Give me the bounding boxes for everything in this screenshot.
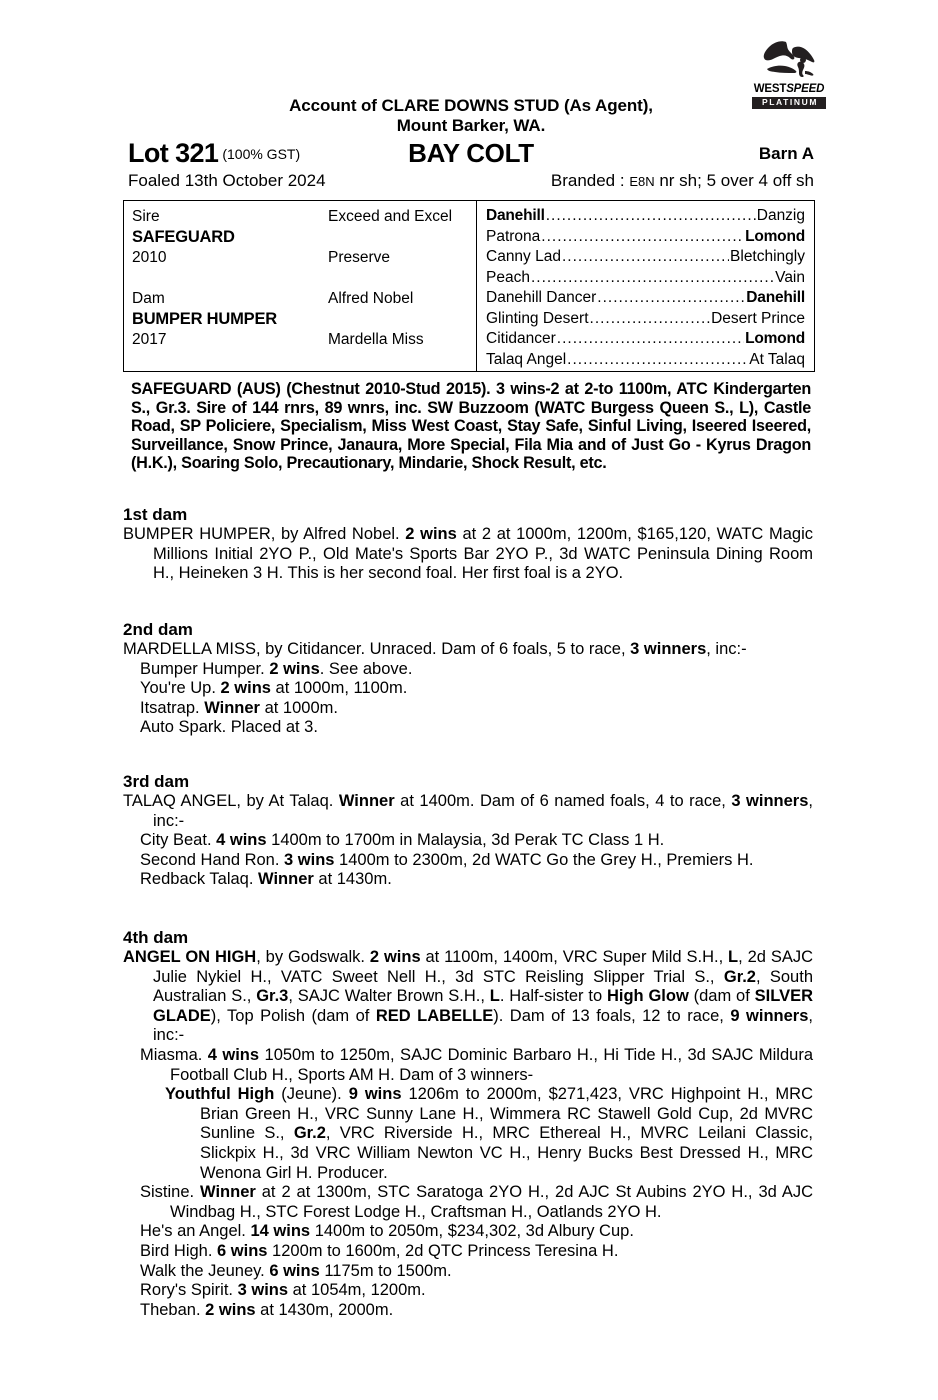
progeny-post: 1400m to 1700m in Malaysia, 3d Perak TC Class 1 H. <box>266 831 665 850</box>
first-dam-heading: 1st dam <box>123 505 188 524</box>
fourth-dam-seg-d: , South Australian S., <box>153 967 813 1006</box>
progeny-entry <box>123 679 813 699</box>
second-dam-progeny-list <box>123 660 813 738</box>
progeny-pre: You're Up. <box>140 679 221 698</box>
progeny-pre: Second Hand Ron. <box>140 850 285 869</box>
third-gen-value: Lomond <box>745 330 805 347</box>
progeny-pre: Theban. <box>140 1300 206 1319</box>
progeny-entry <box>123 1262 813 1282</box>
branded-label: Branded : <box>550 171 630 190</box>
progeny-mid: 1206m to 2000m, $271,423, VRC Highpoint H., MRC Brian Green H., VRC Sunny Lane H., Wimmera RC Stawell Gold Cup, 2d MVRC Sunline S., <box>200 1085 813 1143</box>
leader-dots <box>531 268 774 284</box>
sire-summary-paragraph: SAFEGUARD (AUS) (Chestnut 2010-Stud 2015). 3 wins-2 at 2-to 1100m, ATC Kindergarten S., Gr.3. Sire of 144 rnrs, 89 wnrs, inc. SW Buzzoom (WATC Burgess Queen S., L), Castle Road, SP Policiere, Specialism, Miss West Coast, Stay Safe, Sinful Living, Iseered Iseered, Surveillance, Snow Prince, Janaura, More Special, Fila Mia and of Just Go - Kyrus Dragon (H.K.), Soaring Solo, Precautionary, Mindarie, Shock Result, etc. <box>131 380 811 473</box>
fourth-dam-seg-h: ), Top Polish (dam of <box>210 1006 376 1025</box>
progeny-wins: Winner <box>258 870 314 889</box>
lot-number <box>128 138 300 169</box>
progeny-pre: City Beat. <box>140 831 217 850</box>
second-dam-heading: 2nd dam <box>123 620 193 639</box>
third-gen-value: At Talaq <box>749 350 805 368</box>
third-gen-name: Glinting Desert <box>486 309 589 327</box>
progeny-entry <box>123 831 813 851</box>
lot-title-row <box>128 138 814 170</box>
fourth-dam-seg-b: at 1100m, 1400m, VRC Super Mild S.H., <box>420 948 729 966</box>
dam-label: Dam <box>132 290 165 307</box>
third-dam-main-mid: at 1400m. Dam of 6 named foals, 4 to race, <box>394 792 732 810</box>
leader-dots <box>567 350 748 366</box>
lot-number-text: Lot 321 <box>128 138 219 168</box>
third-dam-winner: Winner <box>338 792 395 810</box>
progeny-post: 1400m to 2050m, $234,302, 3d Albury Cup. <box>310 1222 634 1241</box>
fourth-dam-seg-e: , SAJC Walter Brown S.H., <box>288 987 490 1006</box>
second-dam-winners: 3 winners <box>630 640 707 658</box>
progeny-wins: 4 wins <box>207 1045 260 1064</box>
progeny-pre: Bumper Humper. <box>140 659 270 678</box>
first-dam-main-post: at 2 at 1000m, 1200m, $165,120, WATC Magic Millions Initial 2YO P., Old Mate's Sports Bar 2YO P., 3d WATC Peninsula Dining Room H., Heineken 3 H. This is her second foal. Her first foal is a 2YO. <box>153 525 813 583</box>
fourth-dam-grade-3: Gr.3 <box>256 987 289 1006</box>
progeny-wins: Winner <box>200 1183 256 1202</box>
third-dam-main <box>123 792 813 831</box>
logo-word-speed: SPEED <box>786 83 825 95</box>
progeny-pre: He's an Angel. <box>140 1222 251 1241</box>
progeny-entry <box>123 660 813 680</box>
pedigree-third-gen-row <box>486 288 805 309</box>
third-dam-main-post: , inc:- <box>153 792 813 830</box>
dam-sire: Alfred Nobel <box>328 290 414 307</box>
fourth-dam-progeny-list <box>123 1046 813 1320</box>
dam-dam: Mardella Miss <box>328 331 424 348</box>
third-gen-value: Bletchingly <box>730 248 805 265</box>
progeny-wins: Winner <box>204 698 260 717</box>
first-dam-main-pre: BUMPER HUMPER, by Alfred Nobel. <box>123 525 406 543</box>
third-gen-value: Desert Prince <box>711 309 805 327</box>
progeny-pre: Itsatrap. <box>140 698 205 717</box>
progeny-entry <box>123 699 813 719</box>
progeny-pre: Miasma. <box>140 1045 208 1064</box>
sire-year: 2010 <box>132 249 167 266</box>
progeny-entry <box>123 851 813 871</box>
third-gen-name: Danehill <box>486 207 545 224</box>
sire-name: SAFEGUARD <box>132 228 235 246</box>
progeny-name-bold: Youthful High <box>165 1085 275 1104</box>
leader-dots <box>597 288 745 304</box>
brand-mark: E8N <box>629 174 655 189</box>
progeny-post: , VRC Riverside H., MRC Ethereal H., MVRC Leilani Classic, Slickpix H., 3d VRC William Newton VC H., Henry Bucks Best Dressed H., MRC Wenona Girl H. Producer. <box>200 1124 813 1182</box>
progeny-wins: 6 wins <box>269 1261 320 1280</box>
branded-info <box>551 170 814 193</box>
third-gen-value: Danehill <box>746 289 805 306</box>
logo-wordmark <box>752 83 826 95</box>
progeny-entry <box>123 718 813 738</box>
third-dam-winners: 3 winners <box>731 792 809 810</box>
horse-jockey-icon <box>756 38 822 82</box>
progeny-entry <box>123 1046 813 1085</box>
second-dam-main-pre: MARDELLA MISS, by Citidancer. Unraced. Dam of 6 foals, 5 to race, <box>123 640 631 658</box>
leader-dots <box>590 309 711 325</box>
leader-dots <box>557 329 744 345</box>
second-dam-block <box>123 640 813 738</box>
pedigree-third-generation <box>477 201 814 371</box>
pedigree-third-gen-row <box>486 309 805 330</box>
progeny-entry <box>123 1301 813 1321</box>
pedigree-third-gen-row <box>486 350 805 371</box>
progeny-entry <box>123 870 813 890</box>
third-gen-name: Citidancer <box>486 330 556 347</box>
third-gen-value: Vain <box>775 268 805 286</box>
progeny-wins: 4 wins <box>216 831 267 850</box>
account-line-2: Mount Barker, WA. <box>396 116 546 135</box>
pedigree-left-columns <box>124 201 477 371</box>
pedigree-third-gen-row <box>486 206 805 227</box>
progeny-wins: 3 wins <box>237 1281 289 1300</box>
third-dam-progeny-list <box>123 831 813 890</box>
third-dam-main-pre: TALAQ ANGEL, by At Talaq. <box>123 792 339 810</box>
branded-rest: nr sh; 5 over 4 off sh <box>654 171 814 190</box>
third-gen-name: Patrona <box>486 227 541 245</box>
third-gen-name: Talaq Angel <box>486 350 567 368</box>
progeny-post: at 1430m, 2000m. <box>255 1300 394 1319</box>
gst-note: (100% GST) <box>222 146 301 162</box>
third-gen-name: Canny Lad <box>486 248 561 265</box>
third-gen-name: Danehill Dancer <box>486 289 597 306</box>
fourth-dam-red-labelle: RED LABELLE <box>375 1006 494 1025</box>
fourth-dam-main <box>123 948 813 1046</box>
account-heading <box>128 96 814 136</box>
fourth-dam-grade-2: Gr.2 <box>723 967 756 986</box>
progeny-post: at 2 at 1300m, STC Saratoga 2YO H., 2d AJC St Aubins 2YO H., 3d AJC Windbag H., STC Forest Lodge H., Craftsman H., Oatlands 2YO H. <box>170 1183 813 1221</box>
first-dam-main <box>123 525 813 584</box>
barn-label: Barn A <box>758 144 814 163</box>
fourth-dam-seg-f: . Half-sister to <box>499 987 607 1006</box>
foaled-date: Foaled 13th October 2024 <box>128 171 326 190</box>
progeny-post: 1050m to 1250m, SAJC Dominic Barbaro H., Hi Tide H., 3d SAJC Mildura Football Club H., Sports AM H. Dam of 3 winners- <box>170 1045 813 1084</box>
fourth-dam-winners: 9 winners <box>730 1006 809 1025</box>
progeny-post: at 1430m. <box>313 870 392 889</box>
third-gen-value: Lomond <box>745 227 805 245</box>
progeny-post: 1400m to 2300m, 2d WATC Go the Grey H., Premiers H. <box>334 850 754 869</box>
pedigree-table <box>123 200 815 372</box>
leader-dots <box>562 247 729 263</box>
progeny-wins: 2 wins <box>220 679 271 698</box>
progeny-pre: Auto Spark. Placed at 3. <box>140 718 318 737</box>
progeny-pre: Bird High. <box>140 1241 218 1260</box>
second-dam-main <box>123 640 813 660</box>
fourth-dam-wins: 2 wins <box>369 948 421 966</box>
first-dam-wins: 2 wins <box>405 525 457 543</box>
sire-dam: Preserve <box>328 249 391 266</box>
progeny-pre: Rory's Spirit. <box>140 1281 238 1300</box>
pedigree-third-gen-row <box>486 227 805 248</box>
logo-tier-platinum: PLATINUM <box>752 97 826 109</box>
fourth-dam-listed-1: L <box>728 948 739 966</box>
fourth-dam-name: ANGEL ON HIGH <box>123 948 257 966</box>
fourth-dam-half-sister: High Glow <box>606 987 689 1006</box>
account-line-1: Account of CLARE DOWNS STUD (As Agent), <box>289 96 653 115</box>
fourth-dam-seg-j: , inc:- <box>153 1006 813 1045</box>
progeny-entry <box>123 1085 813 1183</box>
fourth-dam-silver-glade: SILVER GLADE <box>153 987 814 1025</box>
progeny-post: . See above. <box>319 659 413 678</box>
fourth-dam-seg-a: , by Godswalk. <box>256 948 370 966</box>
third-generation-list <box>477 201 814 370</box>
progeny-post: at 1000m. <box>259 698 338 717</box>
leader-dots <box>546 206 756 222</box>
fourth-dam-heading: 4th dam <box>123 928 189 947</box>
progeny-grade: Gr.2 <box>293 1124 326 1143</box>
progeny-pre: Redback Talaq. <box>140 870 259 889</box>
progeny-entry <box>123 1242 813 1262</box>
progeny-entry <box>123 1222 813 1242</box>
progeny-wins: 2 wins <box>205 1300 256 1319</box>
progeny-wins: 9 wins <box>348 1085 402 1104</box>
fourth-dam-seg-c: , 2d SAJC Julie Nykiel H., VATC Sweet Nell H., 3d STC Reisling Slipper Trial S., <box>153 948 814 986</box>
progeny-wins: 14 wins <box>250 1222 311 1241</box>
sex-and-colour: BAY COLT <box>408 138 534 168</box>
progeny-wins: 6 wins <box>217 1241 268 1260</box>
pedigree-third-gen-row <box>486 329 805 350</box>
progeny-pre: Walk the Jeuney. <box>140 1261 270 1280</box>
fourth-dam-seg-g: (dam of <box>688 987 755 1006</box>
logo-word-west: WEST <box>753 83 787 95</box>
fourth-dam-seg-i: ). Dam of 13 foals, 12 to race, <box>493 1006 731 1025</box>
second-dam-main-post: , inc:- <box>706 640 747 658</box>
dam-year: 2017 <box>132 331 167 348</box>
progeny-post: 1175m to 1500m. <box>319 1261 452 1280</box>
progeny-pre: Sistine. <box>140 1183 201 1202</box>
fourth-dam-block <box>123 948 813 1320</box>
third-dam-block <box>123 792 813 890</box>
progeny-wins: 2 wins <box>269 659 320 678</box>
third-dam-heading: 3rd dam <box>123 772 190 791</box>
first-dam-block <box>123 525 813 584</box>
leader-dots <box>541 227 744 243</box>
progeny-post: at 1000m, 1100m. <box>270 679 408 698</box>
progeny-entry <box>123 1183 813 1222</box>
sire-sire: Exceed and Excel <box>328 208 453 225</box>
dam-name: BUMPER HUMPER <box>132 310 277 328</box>
foaled-branded-row <box>128 170 814 194</box>
progeny-post: at 1054m, 1200m. <box>288 1281 426 1300</box>
third-gen-value: Danzig <box>756 207 805 224</box>
fourth-dam-listed-2: L <box>489 987 500 1006</box>
progeny-wins: 3 wins <box>284 850 335 869</box>
pedigree-third-gen-row <box>486 268 805 289</box>
sire-label: Sire <box>132 208 160 225</box>
third-gen-name: Peach <box>486 268 530 286</box>
progeny-entry <box>123 1281 813 1301</box>
progeny-post: 1200m to 1600m, 2d QTC Princess Teresina H. <box>267 1241 619 1260</box>
pedigree-third-gen-row <box>486 247 805 268</box>
progeny-pre: (Jeune). <box>274 1085 349 1104</box>
